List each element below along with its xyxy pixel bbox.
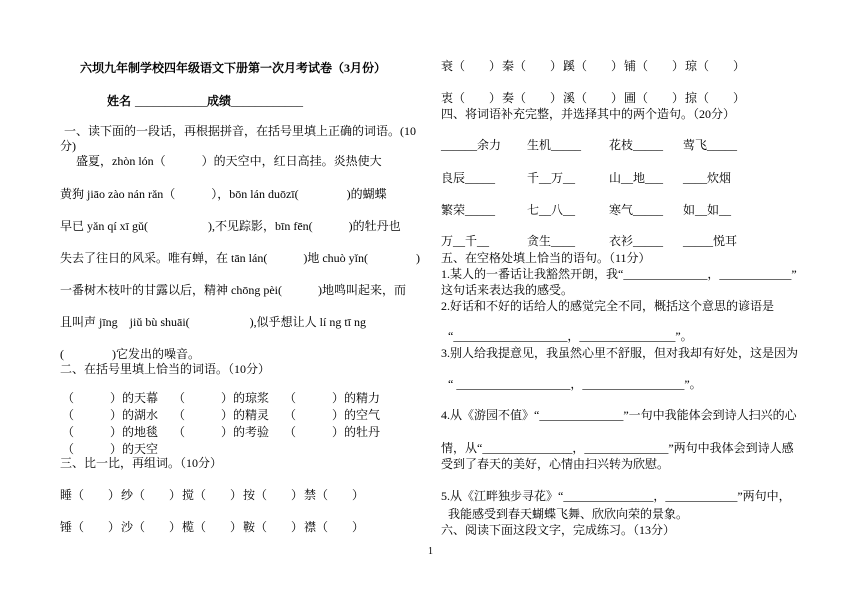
question-5-line: 5.从《江畔独步寻花》“_______________，____________”两句中，: [441, 489, 791, 503]
section2-row: [62, 390, 395, 406]
fill-in-item: （ ）的湖水: [62, 408, 159, 422]
fill-in-item: （ ）的天空: [62, 442, 159, 456]
compare-word-item: 圃（ ）: [624, 91, 685, 105]
compare-word-item: 奏（ ）: [502, 91, 563, 105]
compare-word-item: 锤（ ）: [60, 520, 121, 534]
compare-word-item: 襟（ ）: [304, 520, 365, 534]
section1-passage-line: 一番树木枝叶的甘露以后，精神 chōng pèi( )地鸣叫起来，而: [60, 283, 406, 297]
idiom-item: ____炊烟: [683, 171, 732, 185]
compare-word-item: 衷（ ）: [441, 91, 502, 105]
section4-row: [441, 202, 761, 218]
section6-heading: 六、阅读下面这段文字，完成练习。（13分）: [441, 523, 676, 537]
section3-row: [60, 519, 365, 535]
fill-in-item: （ ）的天幕: [62, 391, 159, 405]
idiom-item: 寒气_____: [609, 203, 664, 217]
section3-row: [441, 90, 746, 106]
compare-word-item: 榄（ ）: [182, 520, 243, 534]
question-4-line: 情，从“_______________，______________”两句中我体会到诗人感: [441, 441, 794, 455]
idiom-item: 山__地___: [609, 171, 664, 185]
idiom-item: _____悦耳: [683, 234, 738, 248]
idiom-item: 万__千__: [441, 234, 490, 248]
idiom-item: 花枝_____: [609, 138, 664, 152]
compare-word-item: 衰（ ）: [441, 59, 502, 73]
fill-in-item: （ ）的精力: [284, 391, 381, 405]
idiom-item: 莺飞_____: [683, 138, 738, 152]
exam-title: 六坝九年制学校四年级语文下册第一次月考试卷（3月份）: [80, 61, 387, 75]
idiom-item: 衣衫_____: [609, 234, 664, 248]
compare-word-item: 琼（ ）: [685, 59, 746, 73]
section1-passage-line: 盛夏，zhòn lón（ ）的天空中，红日高挂。炎热使大: [76, 154, 382, 168]
fill-in-item: （ ）的地毯: [62, 425, 159, 439]
fill-in-item: （ ）的空气: [284, 408, 381, 422]
section4-row: [441, 233, 761, 249]
question-4-line: 受到了春天的美好，心情由扫兴转为欣慰。: [441, 457, 670, 471]
section3-heading: 三、比一比，再组词。（10分）: [60, 456, 223, 470]
compare-word-item: 禁（ ）: [304, 488, 365, 502]
question-5-line: 我能感受到春天蝴蝶飞舞、欣欣向荣的景象。: [448, 507, 689, 521]
section3-row: [60, 487, 365, 503]
compare-word-item: 鞍（ ）: [243, 520, 304, 534]
section2-row: [62, 424, 395, 440]
section1-passage-line: 黄狗 jiāo zào nán rǎn（ ），bōn lán duōzī( )的蝴蝶: [60, 187, 387, 201]
fill-in-item: （ ）的牡丹: [284, 425, 381, 439]
compare-word-item: 沙（ ）: [121, 520, 182, 534]
question-3-line: 3.别人给我提意见，我虽然心里不舒服，但对我却有好处，这是因为: [441, 346, 799, 360]
compare-word-item: 掠（ ）: [685, 91, 746, 105]
idiom-item: ______余力: [441, 138, 502, 152]
compare-word-item: 按（ ）: [243, 488, 304, 502]
question-1-line: 1.某人的一番话让我豁然开朗，我“______________，____________”: [441, 267, 797, 281]
compare-word-item: 铺（ ）: [624, 59, 685, 73]
score-blank: ____________: [231, 94, 304, 108]
score-label: 成绩: [207, 94, 232, 108]
section4-row: [441, 170, 761, 186]
section1-passage-line: 早已 yǎn qí xī gǔ( ),不见踪影，bīn fēn( )的牡丹也: [60, 219, 401, 233]
fill-in-item: （ ）的琼浆: [173, 391, 270, 405]
section2-heading: 二、在括号里填上恰当的词语。（10分）: [60, 362, 271, 376]
compare-word-item: 搅（ ）: [182, 488, 243, 502]
compare-word-item: 秦（ ）: [502, 59, 563, 73]
name-label: 姓名: [107, 94, 132, 108]
section5-heading: 五、在空格处填上恰当的语句。（11分）: [441, 251, 651, 265]
idiom-item: 七__八__: [527, 203, 576, 217]
question-2-line: 2.好话和不好的话给人的感觉完全不同，概括这个意思的谚语是: [441, 299, 775, 313]
idiom-item: 千__万__: [527, 171, 576, 185]
name-blank: ____________: [135, 94, 208, 108]
question-1-line: 这句话来表达我的感受。: [441, 283, 574, 297]
idiom-item: 生机_____: [527, 138, 582, 152]
section1-passage-line: 失去了往日的风采。唯有蝉，在 tān lán( )地 chuò yǐn( ): [60, 251, 420, 265]
idiom-item: 如__如__: [683, 203, 732, 217]
idiom-item: 良辰_____: [441, 171, 496, 185]
idiom-item: 繁荣_____: [441, 203, 496, 217]
section3-row: [441, 58, 746, 74]
compare-word-item: 睡（ ）: [60, 488, 121, 502]
section1-passage-line: 且叫声 jīng jiǔ bù shuāi( ),似乎想让人 lí ng tī ng: [60, 315, 366, 329]
fill-in-item: （ ）的精灵: [173, 408, 270, 422]
compare-word-item: 溪（ ）: [563, 91, 624, 105]
question-4-line: 4.从《游园不值》“______________”一句中我能体会到诗人扫兴的心: [441, 408, 797, 422]
section1-heading-continued: 分): [60, 139, 76, 153]
section4-heading: 四、将词语补充完整，并选择其中的两个造句。（20分）: [441, 107, 736, 121]
section1-heading: 一、读下面的一段话，再根据拼音，在括号里填上正确的词语。(10: [64, 124, 416, 138]
question-3-answer-line: “ ___________________，_________________”。: [448, 377, 702, 391]
section2-row: [62, 407, 395, 423]
compare-word-item: 纱（ ）: [121, 488, 182, 502]
name-score-line: [107, 93, 303, 109]
section1-passage-line: ( )它发出的噪音。: [60, 347, 200, 361]
fill-in-item: （ ）的考验: [173, 425, 270, 439]
page-number: 1: [428, 546, 433, 557]
section4-row: [441, 137, 761, 153]
question-2-answer-line: “___________________，________________”。: [448, 329, 693, 343]
compare-word-item: 蹊（ ）: [563, 59, 624, 73]
idiom-item: 贪生____: [527, 234, 576, 248]
